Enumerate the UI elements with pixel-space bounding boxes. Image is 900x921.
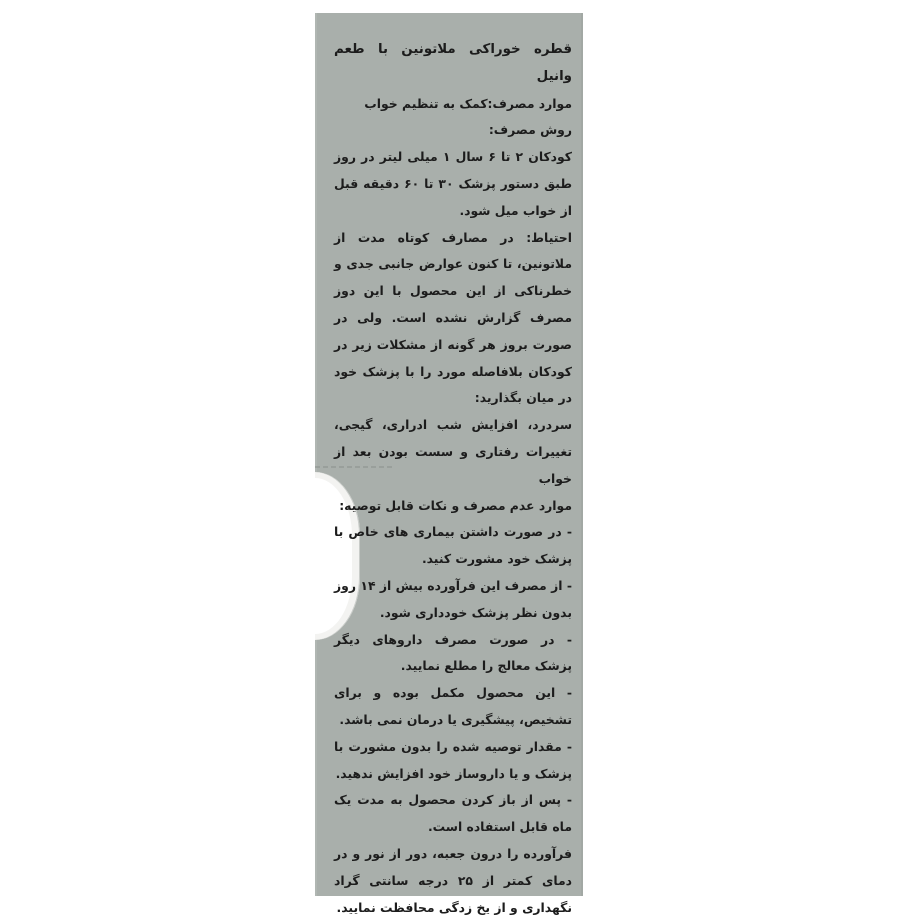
caution-text: احتیاط: در مصارف کوتاه مدت از ملاتونین، تا کنون عوارض جانبی جدی و خطرناکی از این محصول با این دوز مصرف گزارش نشده است. ولی در صورت بروز هر گونه از مشکلات زیر در کودکان بلافاصله مورد را با پزشک خود در میان بگذارید: <box>334 229 572 406</box>
label-text-block <box>334 37 572 921</box>
note-item: - در صورت داشتن بیماری های خاص با پزشک خود مشورت کنید. <box>334 524 572 567</box>
dosage-heading: روش مصرف: <box>488 122 572 138</box>
note-item: - این محصول مکمل بوده و برای تشخیص، پیشگیری یا درمان نمی باشد. <box>334 685 572 727</box>
note-item: - مقدار توصیه شده را بدون مشورت با پزشک و یا داروساز خود افزایش ندهید. <box>334 738 572 781</box>
contraindications-heading: موارد عدم مصرف و نکات قابل توصیه: <box>339 497 572 513</box>
dosage-text: کودکان ۲ تا ۶ سال ۱ میلی لیتر در روز طبق دستور پزشک ۳۰ تا ۶۰ دقیقه قبل از خواب میل شود. <box>334 149 573 218</box>
side-effects-text: سردرد، افزایش شب ادراری، گیجی، تغییرات رفتاری و سست بودن بعد از خواب <box>334 417 572 486</box>
product-title: قطره خوراکی ملاتونین با طعم وانیل <box>334 42 572 84</box>
note-item: - در صورت مصرف داروهای دیگر پزشک معالج را مطلع نمایید. <box>334 631 572 674</box>
storage-text: فرآورده را درون جعبه، دور از نور و در دمای کمتر از ۲۵ درجه سانتی گراد نگهداری و از یخ زدگی محافظت نمایید. <box>334 845 573 915</box>
usage-indication: موارد مصرف:کمک به تنظیم خواب <box>364 95 572 111</box>
note-item: - از مصرف این فرآورده بیش از ۱۴ روز بدون نظر پزشک خودداری شود. <box>334 577 572 620</box>
note-item: - پس از باز کردن محصول به مدت یک ماه قابل استفاده است. <box>334 792 572 835</box>
